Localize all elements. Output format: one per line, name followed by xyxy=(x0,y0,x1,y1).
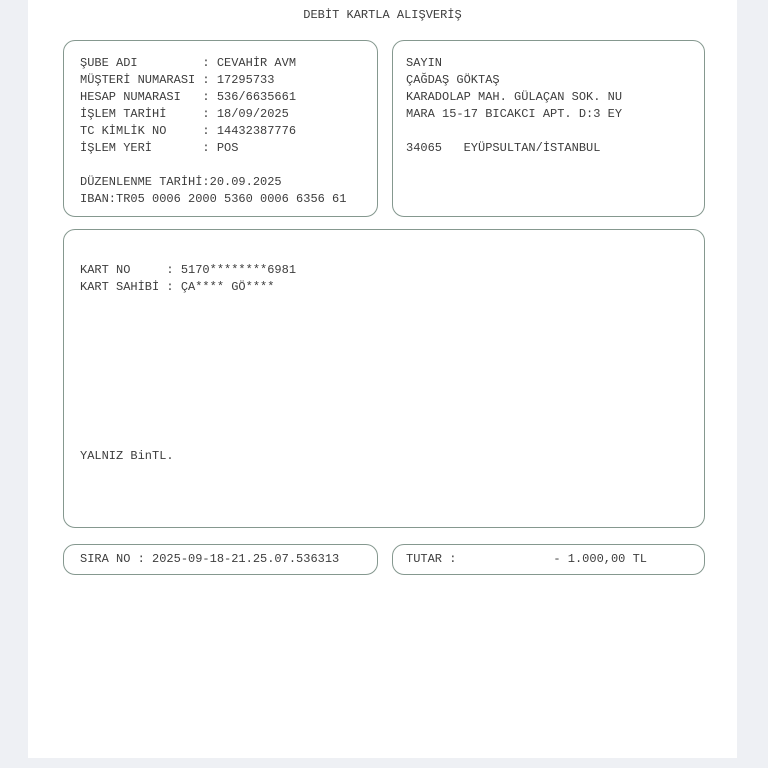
amount-label: TUTAR : xyxy=(406,552,457,566)
customer-line-address-1: KARADOLAP MAH. GÜLAÇAN SOK. NU xyxy=(406,90,623,104)
branch-line-duzenlenme: DÜZENLENME TARİHİ:20.09.2025 xyxy=(80,175,282,189)
sequence-number-text: SIRA NO : 2025-09-18-21.25.07.536313 xyxy=(80,552,340,566)
customer-address-box xyxy=(392,40,705,217)
branch-line-blank xyxy=(80,157,367,174)
branch-line-musteri-no: MÜŞTERİ NUMARASI : 17295733 xyxy=(80,73,275,87)
branch-line-islem-tarihi: İŞLEM TARİHİ : 18/09/2025 xyxy=(80,107,289,121)
card-details-box xyxy=(63,229,705,528)
receipt-title: DEBİT KARTLA ALIŞVERİŞ xyxy=(303,8,462,22)
customer-line-sayin: SAYIN xyxy=(406,56,443,70)
amount-in-words: YALNIZ BinTL. xyxy=(80,449,174,463)
branch-line-hesap-no: HESAP NUMARASI : 536/6635661 xyxy=(80,90,297,104)
receipt-document xyxy=(28,0,737,758)
branch-info-box xyxy=(63,40,378,217)
customer-line-city: 34065 EYÜPSULTAN/İSTANBUL xyxy=(406,141,601,155)
sequence-number-box xyxy=(63,544,378,575)
amount-box xyxy=(392,544,705,575)
branch-line-iban: IBAN:TR05 0006 2000 5360 0006 6356 61 xyxy=(80,192,347,206)
bottom-margin-bar xyxy=(0,758,768,768)
card-line-kart-no: KART NO : 5170********6981 xyxy=(80,263,297,277)
amount-value: - 1.000,00 TL xyxy=(553,552,647,566)
customer-line-blank xyxy=(406,123,694,140)
customer-line-address-2: MARA 15-17 BICAKCI APT. D:3 EY xyxy=(406,107,623,121)
branch-line-islem-yeri: İŞLEM YERİ : POS xyxy=(80,141,239,155)
branch-line-tc-kimlik: TC KİMLİK NO : 14432387776 xyxy=(80,124,297,138)
card-lines xyxy=(80,262,694,296)
customer-line-name: ÇAĞDAŞ GÖKTAŞ xyxy=(406,73,500,87)
branch-line-sube-adi: ŞUBE ADI : CEVAHİR AVM xyxy=(80,56,297,70)
card-line-kart-sahibi: KART SAHİBİ : ÇA**** GÖ**** xyxy=(80,280,275,294)
